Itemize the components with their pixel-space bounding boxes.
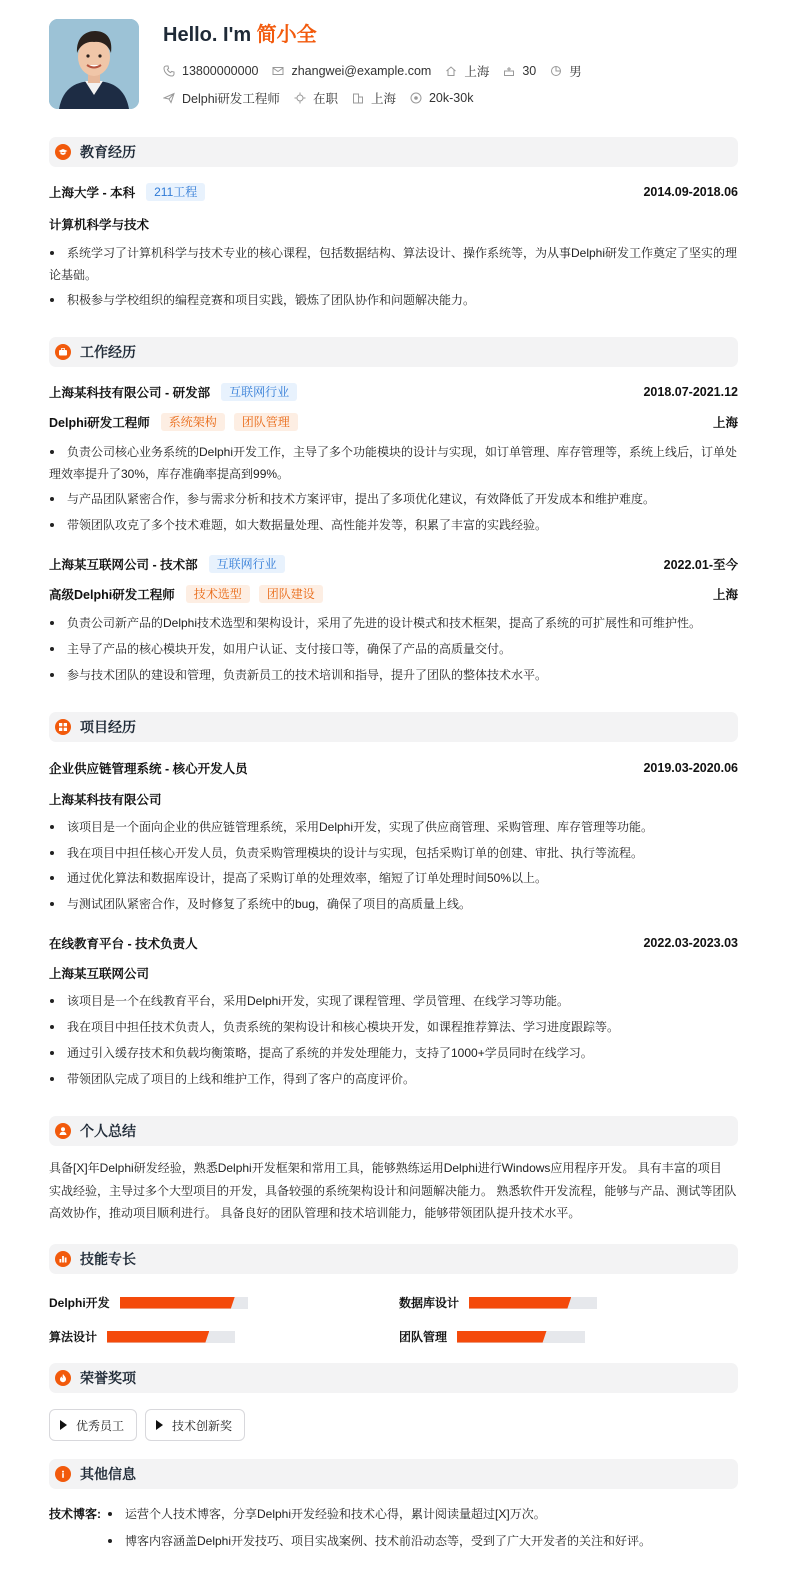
send-icon — [163, 92, 175, 104]
bullet-text: 主导了产品的核心模块开发，如用户认证、支付接口等，确保了产品的高质量交付。 — [67, 642, 512, 656]
skill-name: 算法设计 — [49, 1330, 98, 1344]
blog-label: 技术博客: — [49, 1507, 101, 1521]
skill-bar-fill — [457, 1331, 547, 1343]
summary-line: 高效协作，推动项目顺利进行。 具备良好的团队管理和技术培训能力，能够带领团队提升技术水平。 — [49, 1206, 581, 1220]
resume-page — [49, 0, 738, 1548]
info-icon — [55, 1466, 71, 1482]
list-item — [49, 242, 738, 286]
skill-name: 数据库设计 — [399, 1296, 460, 1310]
role-tag: 团队建设 — [259, 585, 323, 603]
gender-value: 男 — [569, 65, 582, 79]
skill-bar-fill — [120, 1297, 235, 1309]
job-title: Delphi研发工程师 — [49, 416, 150, 430]
project-company: 上海某科技有限公司 — [49, 793, 162, 807]
job-title: 高级Delphi研发工程师 — [49, 588, 175, 602]
bullet-text: 与产品团队紧密合作，参与需求分析和技术方案评审，提出了多项优化建议，有效降低了开发成本和维护难度。 — [67, 492, 656, 506]
phone-icon — [163, 65, 175, 77]
project-company-row — [49, 790, 738, 808]
bullet-text: 负责公司核心业务系统的Delphi开发工作，主导了多个功能模块的设计与实现，如订单管理、库存管理等，系统上线后，订单处 — [67, 445, 738, 459]
other-title: 其他信息 — [80, 1466, 136, 1482]
status-icon — [294, 92, 306, 104]
work-entry-header — [49, 383, 738, 401]
user-icon — [55, 1123, 71, 1139]
list-item — [107, 1530, 738, 1552]
greeting-text: Hello. I'm — [163, 24, 252, 46]
list-item — [49, 664, 738, 686]
bullet-text: 博客内容涵盖Delphi开发技巧、项目实战案例、技术前沿动态等，受到了广大开发者的关注和好评。 — [125, 1534, 652, 1548]
work-entry-header — [49, 555, 738, 573]
work-section-header — [49, 337, 738, 367]
list-item — [49, 1016, 738, 1038]
candidate-name: 简小全 — [256, 24, 317, 46]
work-role-row — [49, 413, 738, 431]
education-title: 教育经历 — [80, 144, 136, 160]
salary-icon — [410, 92, 422, 104]
education-period: 2014.09-2018.06 — [643, 185, 738, 199]
email-info — [272, 64, 431, 78]
grid-icon — [55, 719, 71, 735]
bullet-text: 与测试团队紧密合作，及时修复了系统中的bug，确保了项目的高质量上线。 — [67, 897, 472, 911]
awards-title: 荣誉奖项 — [80, 1370, 136, 1386]
work-period: 2022.01-至今 — [663, 558, 738, 572]
home-icon — [445, 65, 457, 77]
skill-item — [399, 1328, 585, 1345]
list-item — [49, 441, 738, 485]
skill-bar — [120, 1297, 248, 1309]
greeting-title — [163, 18, 317, 47]
education-entry-header — [49, 183, 738, 201]
summary-title: 个人总结 — [80, 1123, 136, 1139]
mail-icon — [272, 65, 284, 77]
list-item — [107, 1503, 738, 1525]
target-city-info — [352, 89, 396, 107]
salary-info — [410, 91, 473, 105]
role-tag: 系统架构 — [161, 413, 225, 431]
skill-bar-fill — [107, 1331, 209, 1343]
bullet-text: 负责公司新产品的Delphi技术选型和架构设计，采用了先进的设计模式和技术框架，提高了系统的可扩展性和可维护性。 — [67, 616, 702, 630]
project-entry-header — [49, 934, 738, 952]
briefcase-icon — [55, 344, 71, 360]
projects-section-header — [49, 712, 738, 742]
job-row — [163, 89, 487, 107]
project-company: 上海某互联网公司 — [49, 967, 150, 981]
list-item — [49, 1042, 738, 1064]
list-item — [49, 1068, 738, 1090]
award-label: 优秀员工 — [76, 1418, 125, 1433]
phone-value: 13800000000 — [182, 64, 259, 78]
city-value: 上海 — [464, 65, 490, 79]
major-row — [49, 215, 738, 233]
list-item — [49, 990, 738, 1012]
industry-tag: 互联网行业 — [221, 383, 297, 401]
project-entry-header — [49, 759, 738, 777]
project-name: 企业供应链管理系统 - 核心开发人员 — [49, 762, 248, 776]
skill-name: Delphi开发 — [49, 1296, 110, 1310]
project-company-row — [49, 964, 738, 982]
avatar — [49, 19, 139, 109]
award-item[interactable] — [145, 1409, 245, 1441]
cake-icon — [503, 65, 515, 77]
bullet-text: 系统学习了计算机科学与技术专业的核心课程，包括数据结构、算法设计、操作系统等，为从事Delphi研发工作奠定了坚实的理 — [67, 246, 738, 260]
job-value: Delphi研发工程师 — [182, 92, 280, 106]
bullet-text: 带领团队攻克了多个技术难题，如大数据量处理、高性能并发等，积累了丰富的实践经验。 — [67, 518, 548, 532]
email-value: zhangwei@example.com — [291, 64, 432, 78]
summary-section-header — [49, 1116, 738, 1146]
job-info — [163, 89, 280, 107]
bullet-text: 该项目是一个面向企业的供应链管理系统，采用Delphi开发，实现了供应商管理、采购管理、库存管理等功能。 — [67, 820, 654, 834]
bullet-text: 参与技术团队的建设和管理，负责新员工的技术培训和指导，提升了团队的整体技术水平。 — [67, 668, 548, 682]
skills-section-header — [49, 1244, 738, 1274]
company-name: 上海某互联网公司 - 技术部 — [49, 558, 198, 572]
bullet-text: 通过引入缓存技术和负载均衡策略，提高了系统的并发处理能力，支持了1000+学员同时在线学习。 — [67, 1046, 593, 1060]
phone-info — [163, 64, 258, 78]
work-period: 2018.07-2021.12 — [643, 385, 738, 399]
list-item — [49, 893, 738, 915]
company-name: 上海某科技有限公司 - 研发部 — [49, 386, 211, 400]
target-city-value: 上海 — [370, 92, 396, 106]
bullet-text: 我在项目中担任核心开发人员，负责采购管理模块的设计与实现，包括采购订单的创建、审批、执行等流程。 — [67, 846, 644, 860]
awards-section-header — [49, 1363, 738, 1393]
skill-item — [49, 1328, 235, 1345]
building-icon — [352, 92, 364, 104]
skill-bar — [469, 1297, 597, 1309]
play-icon — [60, 1420, 67, 1430]
list-item — [49, 867, 738, 889]
bullet-text: 带领团队完成了项目的上线和维护工作，得到了客户的高度评价。 — [67, 1072, 416, 1086]
play-icon — [156, 1420, 163, 1430]
status-info — [294, 89, 338, 107]
skill-item — [49, 1294, 248, 1311]
age-value: 30 — [522, 64, 537, 78]
list-item — [49, 612, 738, 634]
graduation-cap-icon — [55, 144, 71, 160]
skill-bar-fill — [469, 1297, 571, 1309]
work-role-row — [49, 585, 738, 603]
list-item — [49, 638, 738, 660]
bar-chart-icon — [55, 1251, 71, 1267]
award-label: 技术创新奖 — [172, 1418, 233, 1433]
school-tag: 211工程 — [146, 183, 205, 201]
skill-name: 团队管理 — [399, 1330, 448, 1344]
status-value: 在职 — [312, 92, 338, 106]
work-title: 工作经历 — [80, 344, 136, 360]
role-tag: 团队管理 — [234, 413, 298, 431]
gender-icon — [550, 65, 562, 77]
major-name: 计算机科学与技术 — [49, 218, 150, 232]
bullet-text: 积极参与学校组织的编程竞赛和项目实践，锻炼了团队协作和问题解决能力。 — [67, 293, 476, 307]
flame-icon — [55, 1370, 71, 1386]
list-item — [49, 514, 738, 536]
skill-bar — [457, 1331, 585, 1343]
bullet-text: 运营个人技术博客，分享Delphi开发经验和技术心得，累计阅读量超过[X]万次。 — [125, 1507, 546, 1521]
education-section-header — [49, 137, 738, 167]
summary-text — [49, 1157, 738, 1225]
bullet-text: 论基础。 — [49, 268, 98, 282]
school-name: 上海大学 - 本科 — [49, 186, 136, 200]
skill-bar — [107, 1331, 235, 1343]
summary-line: 实战经验，主导过多个大型项目的开发，具备较强的系统架构设计和问题解决能力。 熟悉软件开发流程，能够与产品、测试等团队 — [49, 1183, 737, 1198]
gender-info — [550, 62, 582, 80]
resume-header — [49, 0, 738, 125]
bullet-text: 理效率提升了30%，库存准确率提高到99%。 — [49, 467, 290, 481]
list-item — [49, 488, 738, 510]
skill-item — [399, 1294, 597, 1311]
bullet-text: 该项目是一个在线教育平台，采用Delphi开发，实现了课程管理、学员管理、在线学习等功能。 — [67, 994, 570, 1008]
industry-tag: 互联网行业 — [209, 555, 285, 573]
city-info — [445, 62, 489, 80]
other-section-header — [49, 1459, 738, 1489]
list-item — [49, 842, 738, 864]
salary-value: 20k-30k — [428, 91, 474, 105]
skills-title: 技能专长 — [80, 1251, 136, 1267]
age-info — [503, 64, 536, 78]
project-period: 2019.03-2020.06 — [643, 761, 738, 775]
bullet-text: 通过优化算法和数据库设计，提高了采购订单的处理效率，缩短了订单处理时间50%以上。 — [67, 871, 548, 885]
work-location: 上海 — [712, 588, 738, 602]
project-period: 2022.03-2023.03 — [643, 936, 738, 950]
contact-row — [163, 62, 596, 80]
list-item — [49, 289, 738, 311]
bullet-text: 我在项目中担任技术负责人，负责系统的架构设计和核心模块开发，如课程推荐算法、学习进度跟踪等。 — [67, 1020, 620, 1034]
award-item[interactable] — [49, 1409, 137, 1441]
work-location: 上海 — [712, 416, 738, 430]
project-name: 在线教育平台 - 技术负责人 — [49, 937, 198, 951]
summary-line: 具备[X]年Delphi研发经验，熟悉Delphi开发框架和常用工具，能够熟练运用Delphi进行Windows应用程序开发。 具有丰富的项目 — [49, 1161, 722, 1175]
list-item — [49, 816, 738, 838]
projects-title: 项目经历 — [80, 719, 136, 735]
role-tag: 技术选型 — [186, 585, 250, 603]
